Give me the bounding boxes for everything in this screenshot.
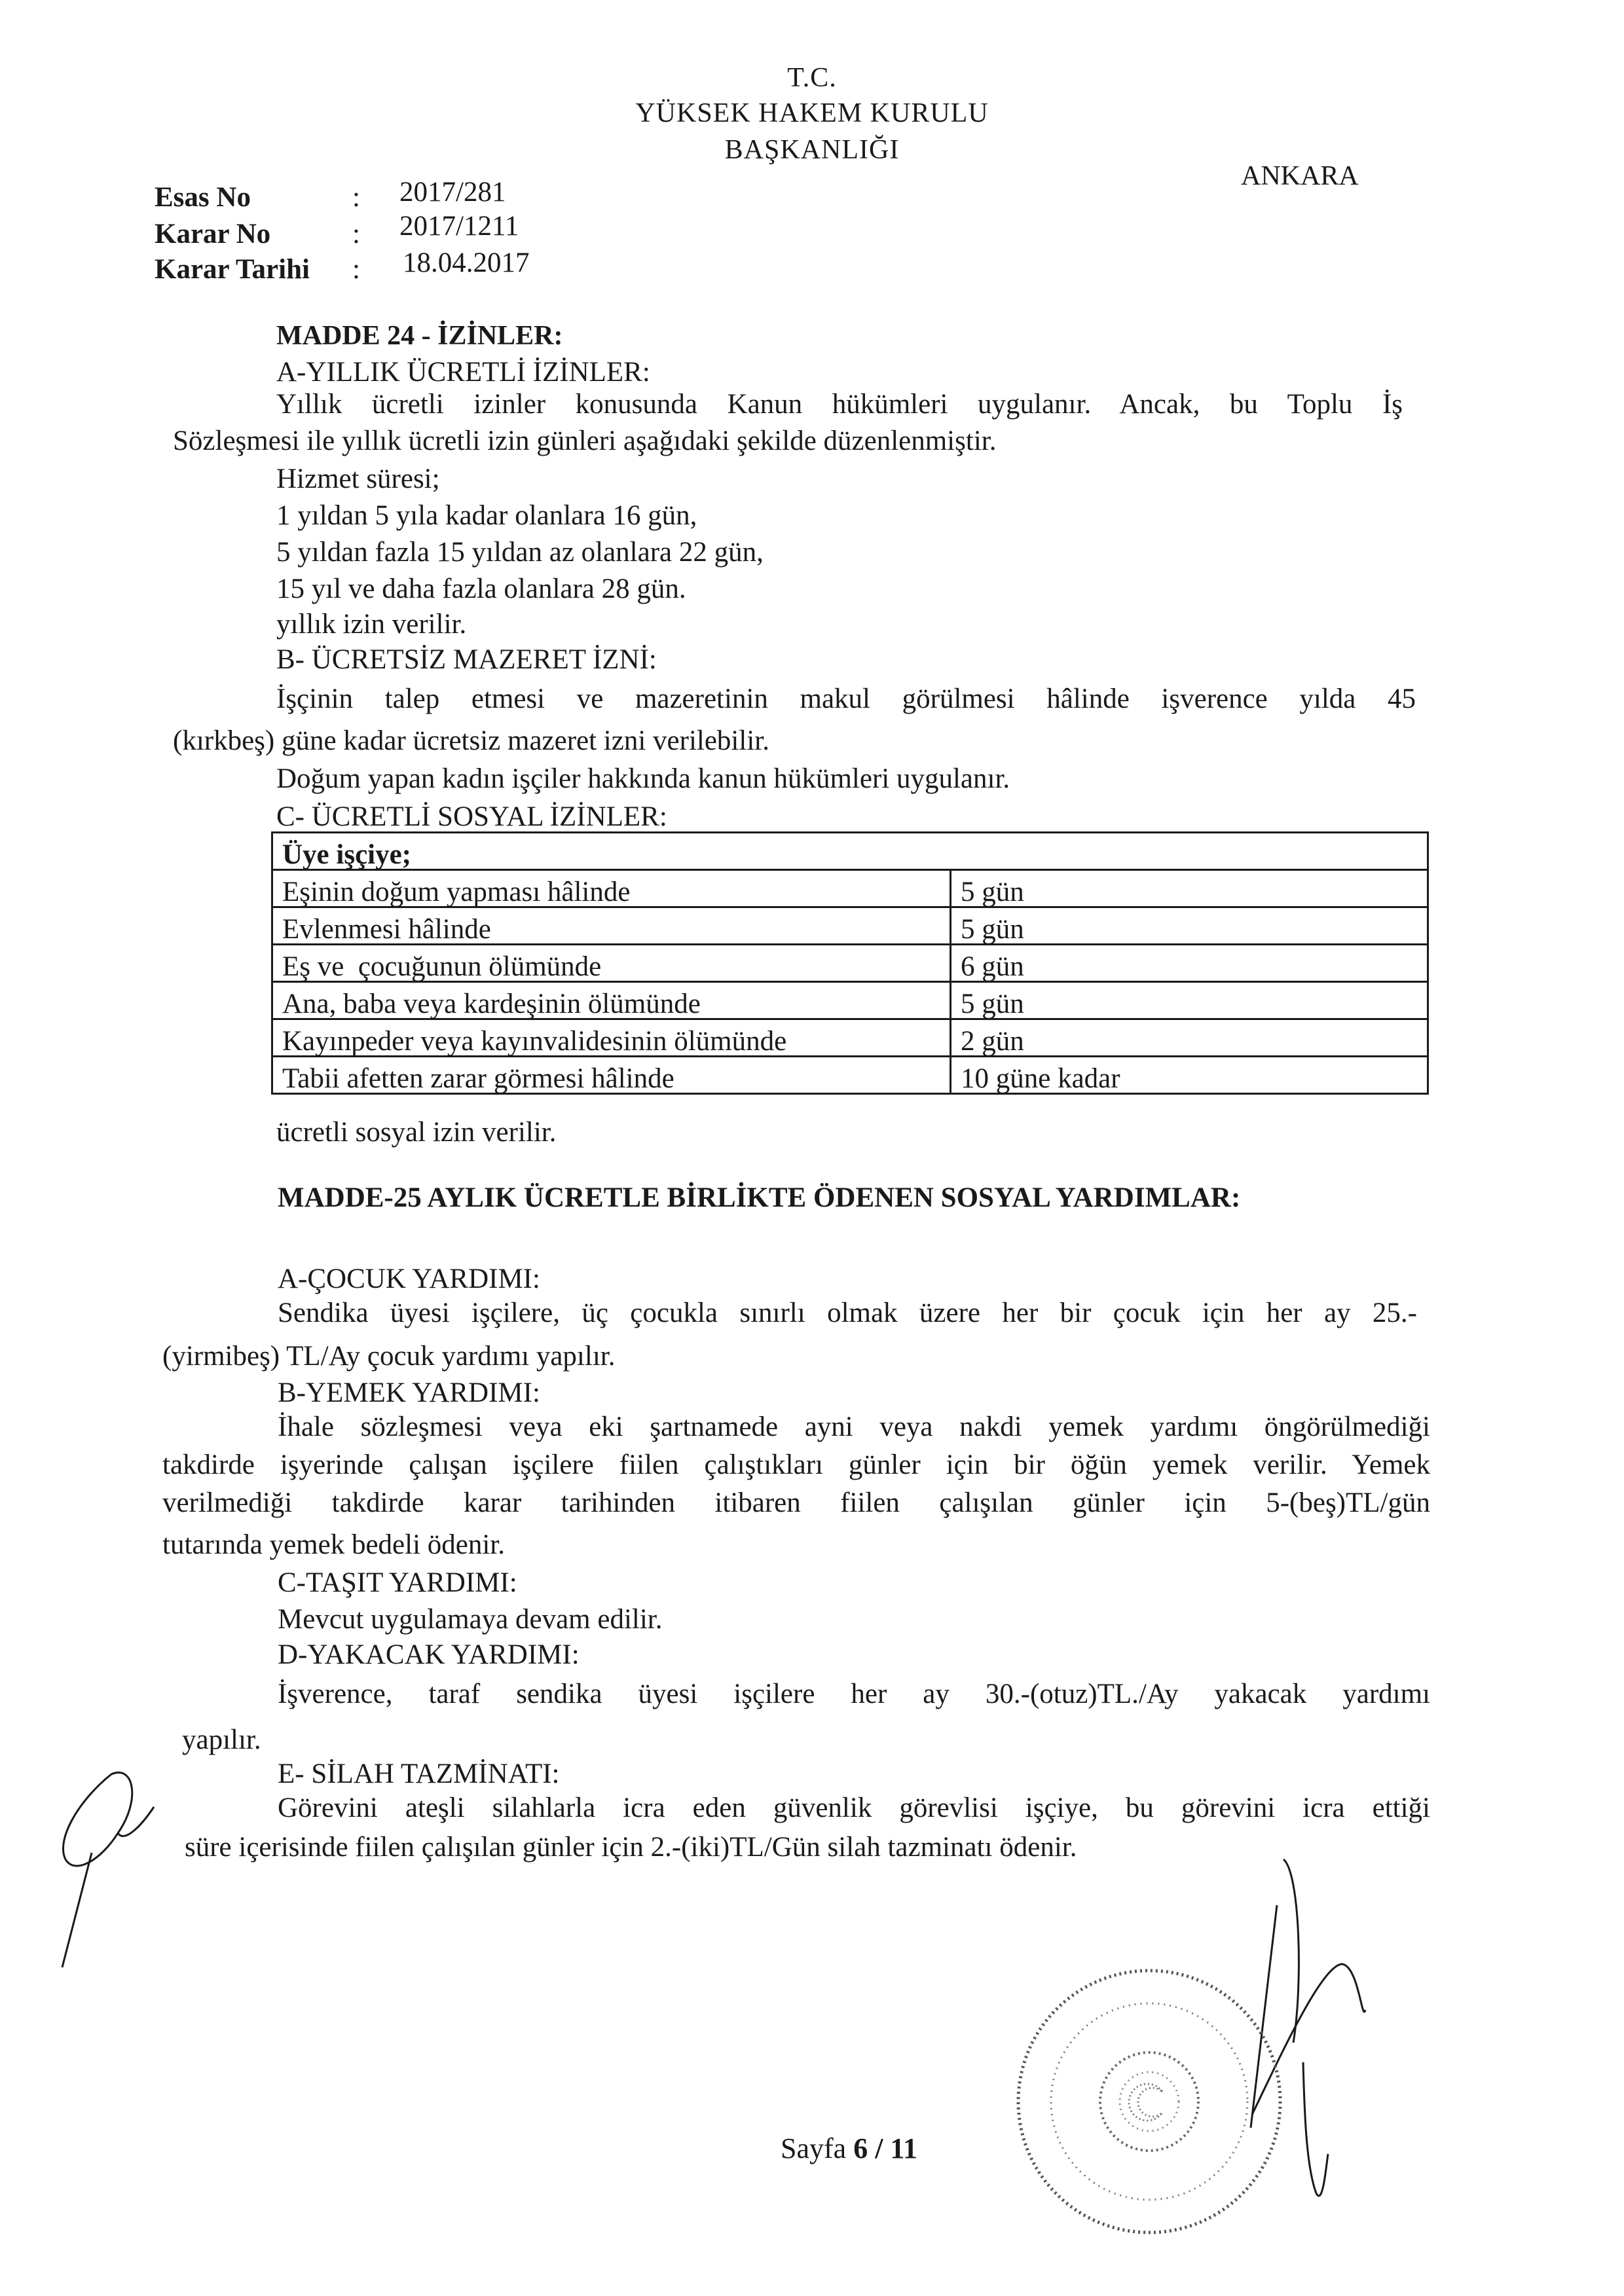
madde-25-d-line2: yapılır. [182,1724,261,1755]
table-cell-days: 10 güne kadar [951,1057,1428,1094]
madde-25-title: MADDE-25 AYLIK ÜCRETLE BİRLİKTE ÖDENEN SOSYAL YARDIMLAR: [278,1182,1241,1213]
official-stamp-icon [1008,1951,1297,2239]
page-total: 11 [890,2132,917,2164]
table-cell-case: Eşinin doğum yapması hâlinde [272,870,951,907]
meta-value-karar-tarihi: 18.04.2017 [403,247,530,278]
madde-24-title: MADDE 24 - İZİNLER: [276,321,563,351]
madde-24-service-item: 5 yıldan fazla 15 yıldan az olanlara 22 gün, [276,537,764,568]
madde-25-c-line1: Mevcut uygulamaya devam edilir. [278,1604,663,1635]
table-cell-case: Tabii afetten zarar görmesi hâlinde [272,1057,951,1094]
table-cell-case: Kayınpeder veya kayınvalidesinin ölümünde [272,1019,951,1057]
table-row [272,945,1428,982]
header-department: BAŞKANLIĞI [724,135,900,165]
table-cell-days: 5 gün [951,870,1428,907]
madde-25-b-line4: tutarında yemek bedeli ödenir. [162,1529,505,1560]
table-cell-days: 2 gün [951,1019,1428,1057]
initials-signature-icon [26,1761,157,1971]
table-row [272,870,1428,907]
table-cell-case: Eş ve çocuğunun ölümünde [272,945,951,982]
meta-sep: : [352,254,360,285]
table-cell-days: 5 gün [951,982,1428,1019]
table-row [272,1057,1428,1094]
madde-25-b-line1: İhale sözleşmesi veya eki şartnamede ayni veya nakdi yemek yardımı öngörülmediği [278,1412,1430,1442]
madde-25-b-line3: verilmediği takdirde karar tarihinden itibaren fiilen çalışılan günler için 5-(beş)TL/gün [162,1487,1430,1518]
madde-25-e-line2: süre içerisinde fiilen çalışılan günler için 2.-(iki)TL/Gün silah tazminatı ödenir. [185,1832,1077,1863]
meta-value-esas: 2017/281 [399,177,506,208]
header-institution: YÜKSEK HAKEM KURULU [635,98,989,128]
madde-25-b-line2: takdirde işyerinde çalışan işçilere fiilen çalıştıkları günler için bir öğün yemek verilir. Yemek [162,1449,1430,1480]
madde-24-b-paragraph-line2: (kırkbeş) güne kadar ücretsiz mazeret izni verilebilir. [173,725,769,756]
table-row [272,907,1428,945]
table-cell-case: Ana, baba veya kardeşinin ölümünde [272,982,951,1019]
madde-25-a-line1: Sendika üyesi işçilere, üç çocukla sınırlı olmak üzere her bir çocuk için her ay 25.- [278,1298,1417,1328]
meta-label-karar-tarihi: Karar Tarihi [155,254,310,285]
page-separator: / [875,2132,883,2164]
meta-value-karar-no: 2017/1211 [399,211,519,242]
table-row [272,982,1428,1019]
madde-25-e-title: E- SİLAH TAZMİNATI: [278,1758,560,1789]
table-header-cell: Üye işçiye; [272,833,1428,870]
table-cell-days: 6 gün [951,945,1428,982]
madde-24-b-title: B- ÜCRETSİZ MAZERET İZNİ: [276,644,657,675]
madde-24-a-paragraph-line1: Yıllık ücretli izinler konusunda Kanun hükümleri uygulanır. Ancak, bu Toplu İş [276,389,1403,420]
madde-25-a-title: A-ÇOCUK YARDIMI: [278,1264,540,1294]
page-prefix: Sayfa [781,2132,847,2164]
madde-24-service-label: Hizmet süresi; [276,464,440,494]
madde-24-a-paragraph-line2: Sözleşmesi ile yıllık ücretli izin günleri aşağıdaki şekilde düzenlenmiştir. [173,426,997,456]
page-number [781,2134,917,2163]
meta-sep: : [352,219,360,249]
madde-24-service-item: 1 yıldan 5 yıla kadar olanlara 16 gün, [276,500,697,531]
madde-25-d-line1: İşverence, taraf sendika üyesi işçilere her ay 30.-(otuz)TL./Ay yakacak yardımı [278,1679,1430,1709]
madde-25-a-line2: (yirmibeş) TL/Ay çocuk yardımı yapılır. [162,1341,616,1372]
page-current: 6 [853,2132,868,2164]
meta-sep: : [352,182,360,213]
header-city: ANKARA [1241,161,1359,191]
madde-24-a-end: yıllık izin verilir. [276,609,467,640]
madde-25-b-title: B-YEMEK YARDIMI: [278,1377,540,1408]
table-header-row [272,833,1428,870]
madde-25-e-line1: Görevini ateşli silahlarla icra eden güvenlik görevlisi işçiye, bu görevini icra ettiği [278,1793,1430,1823]
madde-25-d-title: D-YAKACAK YARDIMI: [278,1639,580,1670]
madde-25-c-title: C-TAŞIT YARDIMI: [278,1567,517,1598]
madde-24-c-title: C- ÜCRETLİ SOSYAL İZİNLER: [276,801,667,832]
meta-label-karar-no: Karar No [155,219,271,249]
social-leave-table [271,831,1429,1095]
madde-24-b-paragraph-2: Doğum yapan kadın işçiler hakkında kanun hükümleri uygulanır. [276,763,1010,794]
table-cell-case: Evlenmesi hâlinde [272,907,951,945]
madde-24-service-item: 15 yıl ve daha fazla olanlara 28 gün. [276,574,686,604]
madde-24-b-paragraph-line1: İşçinin talep etmesi ve mazeretinin makul görülmesi hâlinde işverence yılda 45 [276,683,1416,714]
madde-24-a-title: A-YILLIK ÜCRETLİ İZİNLER: [276,357,650,388]
meta-label-esas: Esas No [155,182,251,213]
header-tc: T.C. [787,63,837,93]
table-cell-days: 5 gün [951,907,1428,945]
table-row [272,1019,1428,1057]
madde-24-c-end: ücretli sosyal izin verilir. [276,1117,557,1148]
